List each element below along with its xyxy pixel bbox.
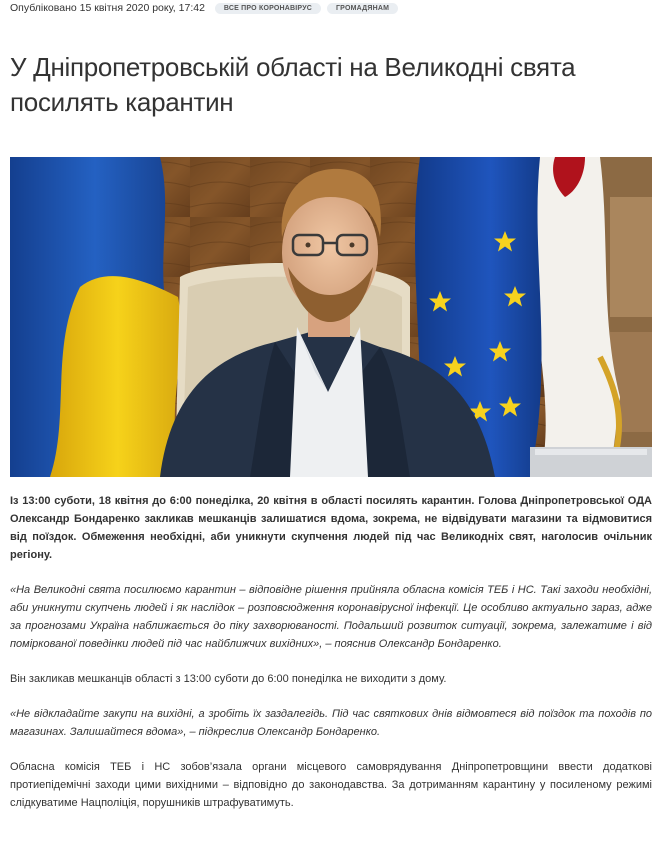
publish-date: Опубліковано 15 квітня 2020 року, 17:42 <box>10 2 205 14</box>
article-meta <box>10 1 398 15</box>
article-lead: Із 13:00 суботи, 18 квітня до 6:00 понеділка, 20 квітня в області посилять карантин. Голова Дніпропетровської ОДА Олександр Бондаренко закликав мешканців залишатися вдома, зокрема, не відвідувати магазини та відмовитися від поїздок. Обмеження необхідні, аби уникнути скупчення людей під час Великодніх свят, наголосив очільник регіону. <box>10 495 652 561</box>
tag-citizens[interactable]: ГРОМАДЯНАМ <box>327 3 398 14</box>
article-paragraph-2: Він закликав мешканців області з 13:00 суботи до 6:00 понеділка не виходити з дому. <box>10 673 447 685</box>
tag-coronavirus[interactable]: ВСЕ ПРО КОРОНАВІРУС <box>215 3 321 14</box>
article-body <box>10 492 652 829</box>
article-quote-1: «На Великодні свята посилюємо карантин – відповідне рішення прийняла обласна комісія ТЕБ і НС. Такі заходи необхідні, аби уникнути скупчень людей і як наслідок – розповсюдження коронавірусної інфекції. Це особливо актуально зараз, адже за прогнозами Україна наближається до піку захворюваності. Подальший розвиток ситуації, зокрема, залежатиме і від поміркованої поведінки людей під час найближчих вихідних», – пояснив Олександр Бондаренко. <box>10 584 652 650</box>
article-title: У Дніпропетровській області на Великодні свята посилять карантин <box>10 52 576 117</box>
article-photo <box>10 157 652 477</box>
article-quote-2: «Не відкладайте закупи на вихідні, а зробіть їх заздалегідь. Під час святкових днів відмовтеся від поїздок та походів по магазинах. Залишайтеся вдома», – підкреслив Олександр Бондаренко. <box>10 708 652 738</box>
article-paragraph-3: Обласна комісія ТЕБ і НС зобов’язала органи місцевого самоврядування Дніпропетровщини ввести додаткові протиепідемічні заходи цими вихідними – відповідно до законодавства. За дотриманням карантину у посиленому режимі слідкуватиме Нацполіція, порушників штрафуватимуть. <box>10 761 652 809</box>
